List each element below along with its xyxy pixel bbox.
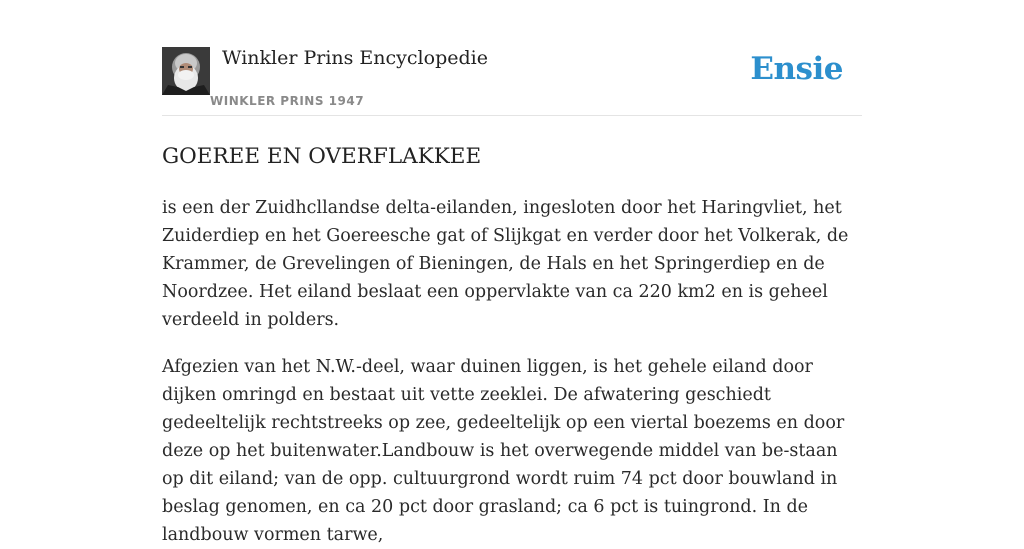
article-title: GOEREE EN OVERFLAKKEE	[162, 144, 482, 169]
author-avatar[interactable]	[162, 47, 210, 95]
publication-subtitle[interactable]: WINKLER PRINS 1947	[210, 94, 365, 108]
article-column	[162, 0, 862, 549]
bearded-man-portrait-icon	[162, 47, 210, 95]
article-body	[162, 194, 862, 549]
article-paragraph: Afgezien van het N.W.-deel, waar duinen liggen, is het gehele eiland door dijken omringd en bestaat uit vette zeeklei. De afwatering geschiedt gedeeltelijk rechtstreeks op zee, gedeeltelijk op een viertal boezems en door deze op het buitenwater.Landbouw is het overwegende middel van be-staan op dit eiland; van de opp. cultuurgrond wordt ruim 74 pct door bouwland in beslag genomen, en ca 20 pct door grasland; ca 6 pct is tuingrond. In de landbouw vormen tarwe,	[162, 357, 845, 545]
site-header	[162, 0, 862, 116]
publication-title[interactable]: Winkler Prins Encyclopedie	[222, 47, 488, 69]
brand-logo[interactable]: Ensie	[750, 51, 843, 87]
article-paragraph: is een der Zuidhcllandse delta-eilanden, ingesloten door het Haringvliet, het Zuiderdiep en het Goereesche gat of Slijkgat en verder door het Volkerak, de Krammer, de Grevelingen of Bieningen, de Hals en het Springerdiep en de Noordzee. Het eiland beslaat een oppervlakte van ca 220 km2 en is geheel verdeeld in polders.	[162, 198, 849, 330]
